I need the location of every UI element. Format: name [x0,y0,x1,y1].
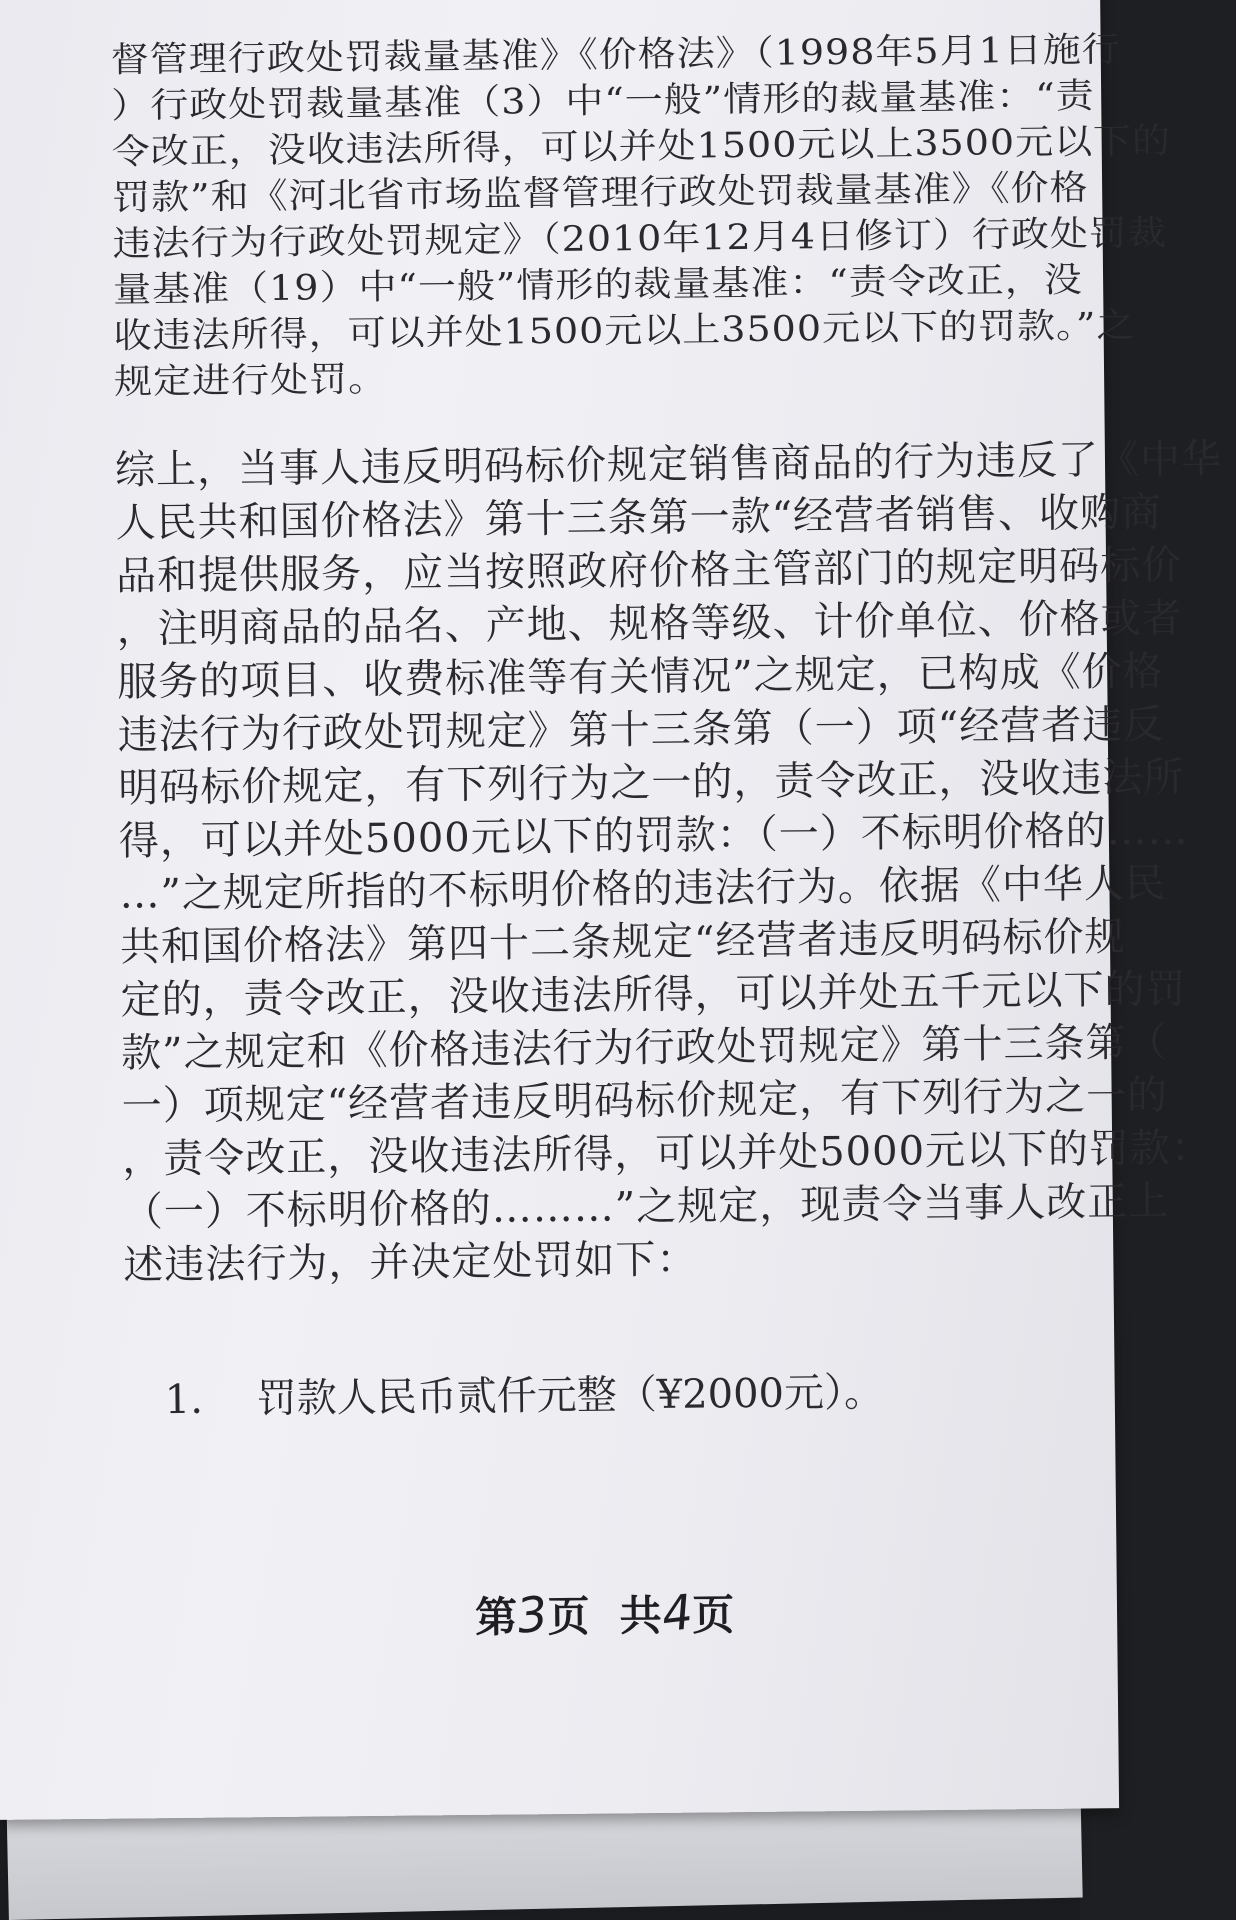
text-line: 收违法所得，可以并处1500元以上3500元以下的罚款。”之 [113,304,1136,356]
page-prefix: 第 [474,1592,518,1642]
page-mid: 页 [547,1591,590,1642]
text-line: 服务的项目、收费标准等有关情况”之规定，已构成《价格 [117,648,1164,706]
text-line: ，注明商品的品名、产地、规格等级、计价单位、价格或者 [116,595,1183,653]
text-line: 款”之规定和《价格违法行为行政处罚规定》第十三条第（ [120,1019,1168,1077]
body-text [110,27,1223,1293]
text-line: …”之规定所指的不标明价格的违法行为。依据《中华人民 [119,860,1167,918]
total-suffix: 页 [691,1590,735,1640]
penalty-item-number: 1. [164,1376,204,1424]
text-line: 令改正，没收违法所得，可以并处1500元以上3500元以下的 [111,120,1172,172]
text-line: 共和国价格法》第四十二条规定“经营者违反明码标价规 [119,914,1126,971]
text-line: 人民共和国价格法》第十三条第一款“经营者销售、收购商 [115,489,1163,547]
text-line: 督管理行政处罚裁量基准》《价格法》（1998年5月1日施行 [110,28,1121,80]
text-line: ）行政处罚裁量基准（3）中“一般”情形的裁量基准：“责 [111,75,1095,126]
text-line: 量基准（19）中“一般”情形的裁量基准：“责令改正，没 [112,259,1083,310]
penalty-item [164,1361,884,1426]
text-line: 得，可以并处5000元以下的罚款：（一）不标明价格的…… [118,807,1189,865]
handwritten-total-pages: 4 [658,1584,696,1644]
text-line: 品和提供服务，应当按照政府价格主管部门的规定明码标价 [115,542,1183,600]
text-line: 规定进行处罚。 [113,358,388,402]
total-prefix: 共 [619,1590,662,1641]
text-line: 一）项规定“经营者违反明码标价规定，有下列行为之一的 [121,1072,1169,1130]
text-line: ，责令改正，没收违法所得，可以并处5000元以下的罚款： [122,1125,1213,1183]
text-line: （一）不标明价格的………”之规定，现责令当事人改正上 [122,1178,1170,1236]
conclusion-paragraph [114,435,1223,1293]
text-line: 述违法行为，并决定处罚如下： [123,1236,698,1289]
handwritten-current-page: 3 [513,1585,551,1645]
continuation-paragraph [110,27,1172,405]
text-line: 违法行为行政处罚规定》第十三条第（一）项“经营者违反 [117,701,1165,759]
text-line: 违法行为行政处罚规定》（2010年12月4日修订）行政处罚裁 [112,212,1168,264]
text-line: 明码标价规定，有下列行为之一的，责令改正，没收违法所 [118,754,1185,812]
page-number-footer [475,1582,735,1645]
text-line: 罚款”和《河北省市场监督管理行政处罚裁量基准》《价格 [111,167,1089,218]
penalty-item-text: 罚款人民币贰仟元整（¥2000元）。 [256,1369,885,1423]
text-line: 定的，责令改正，没收违法所得，可以并处五千元以下的罚 [120,966,1187,1024]
text-line: 综上，当事人违反明码标价规定销售商品的行为违反了《中华 [114,436,1223,494]
